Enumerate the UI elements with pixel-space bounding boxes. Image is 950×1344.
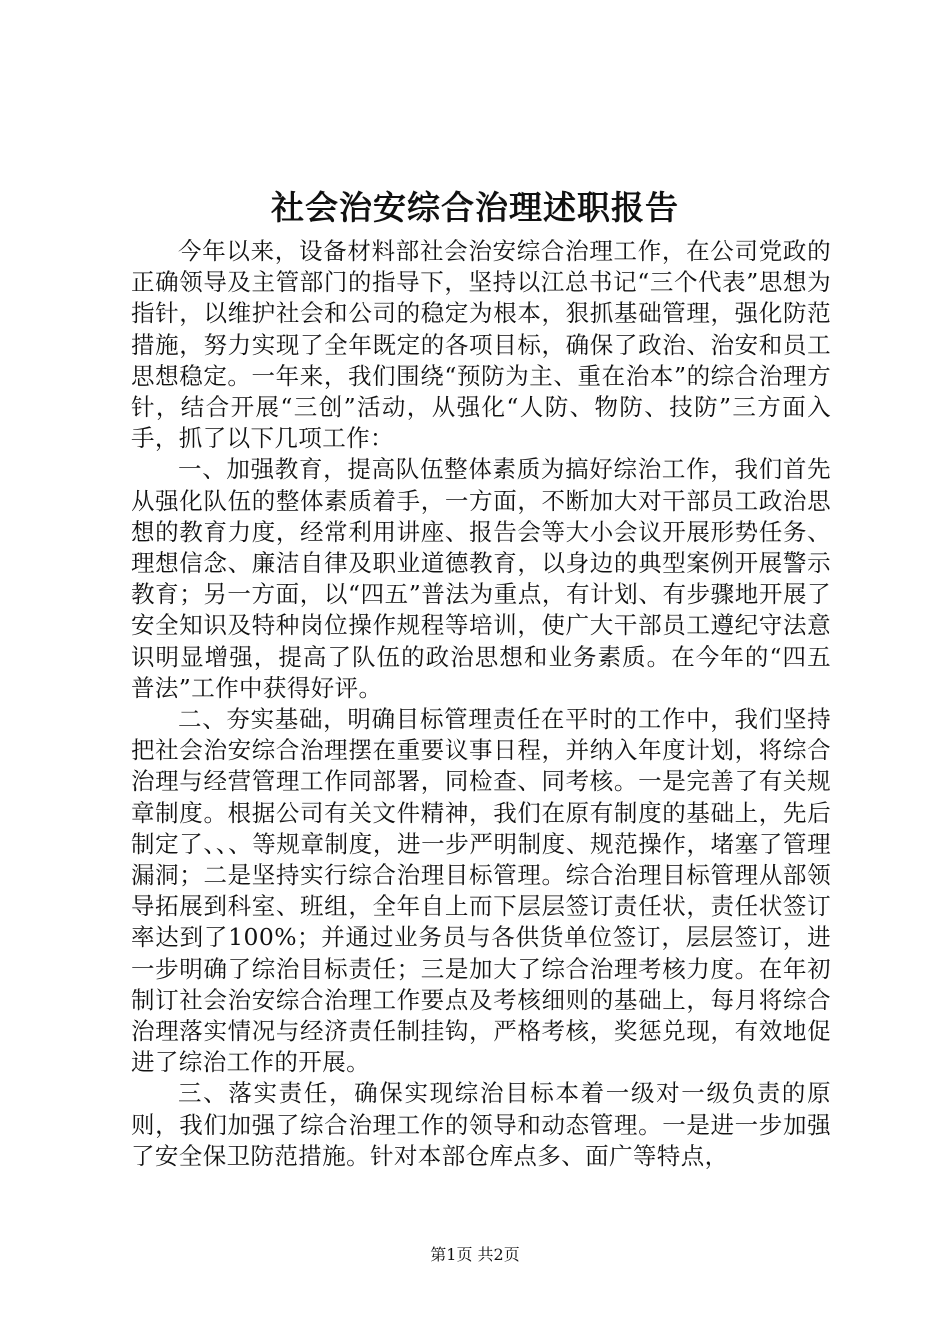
paragraph-section-1: 一、加强教育，提高队伍整体素质为搞好综治工作，我们首先从强化队伍的整体素质着手，一方面，不断加大对干部员工政治思想的教育力度，经常利用讲座、报告会等大小会议开展形势任务、理想信念、廉洁自律及职业道德教育，以身边的典型案例开展警示教育；另一方面，以“四五”普法为重点，有计划、有步骤地开展了安全知识及特种岗位操作规程等培训，使广大干部员工遵纪守法意识明显增强，提高了队伍的政治思想和业务素质。在今年的“四五普法”工作中获得好评。	[131, 455, 831, 702]
paragraph-section-3: 三、落实责任，确保实现综治目标本着一级对一级负责的原则，我们加强了综合治理工作的领导和动态管理。一是进一步加强了安全保卫防范措施。针对本部仓库点多、面广等特点，	[131, 1079, 831, 1170]
page-footer: 第1页 共2页	[430, 1245, 520, 1264]
paragraph-section-2: 二、夯实基础，明确目标管理责任在平时的工作中，我们坚持把社会治安综合治理摆在重要议事日程，并纳入年度计划，将综合治理与经营管理工作同部署，同检查、同考核。一是完善了有关规章制度。根据公司有关文件精神，我们在原有制度的基础上，先后制定了、、、等规章制度，进一步严明制度、规范操作，堵塞了管理漏洞；二是坚持实行综合治理目标管理。综合治理目标管理从部领导拓展到科室、班组，全年自上而下层层签订责任状，责任状签订率达到了100%；并通过业务员与各供货单位签订，层层签订，进一步明确了综治目标责任；三是加大了综合治理考核力度。在年初制订社会治安综合治理工作要点及考核细则的基础上，每月将综合治理落实情况与经济责任制挂钩，严格考核，奖惩兑现，有效地促进了综治工作的开展。	[131, 705, 831, 1077]
document-body	[131, 236, 831, 1172]
paragraph-intro: 今年以来，设备材料部社会治安综合治理工作，在公司党政的正确领导及主管部门的指导下，坚持以江总书记“三个代表”思想为指针，以维护社会和公司的稳定为根本，狠抓基础管理，强化防范措施，努力实现了全年既定的各项目标，确保了政治、治安和员工思想稳定。一年来，我们围绕“预防为主、重在治本”的综合治理方针，结合开展“三创”活动，从强化“人防、物防、技防”三方面入手，抓了以下几项工作：	[131, 237, 831, 453]
document-title: 社会治安综合治理述职报告	[271, 188, 679, 227]
